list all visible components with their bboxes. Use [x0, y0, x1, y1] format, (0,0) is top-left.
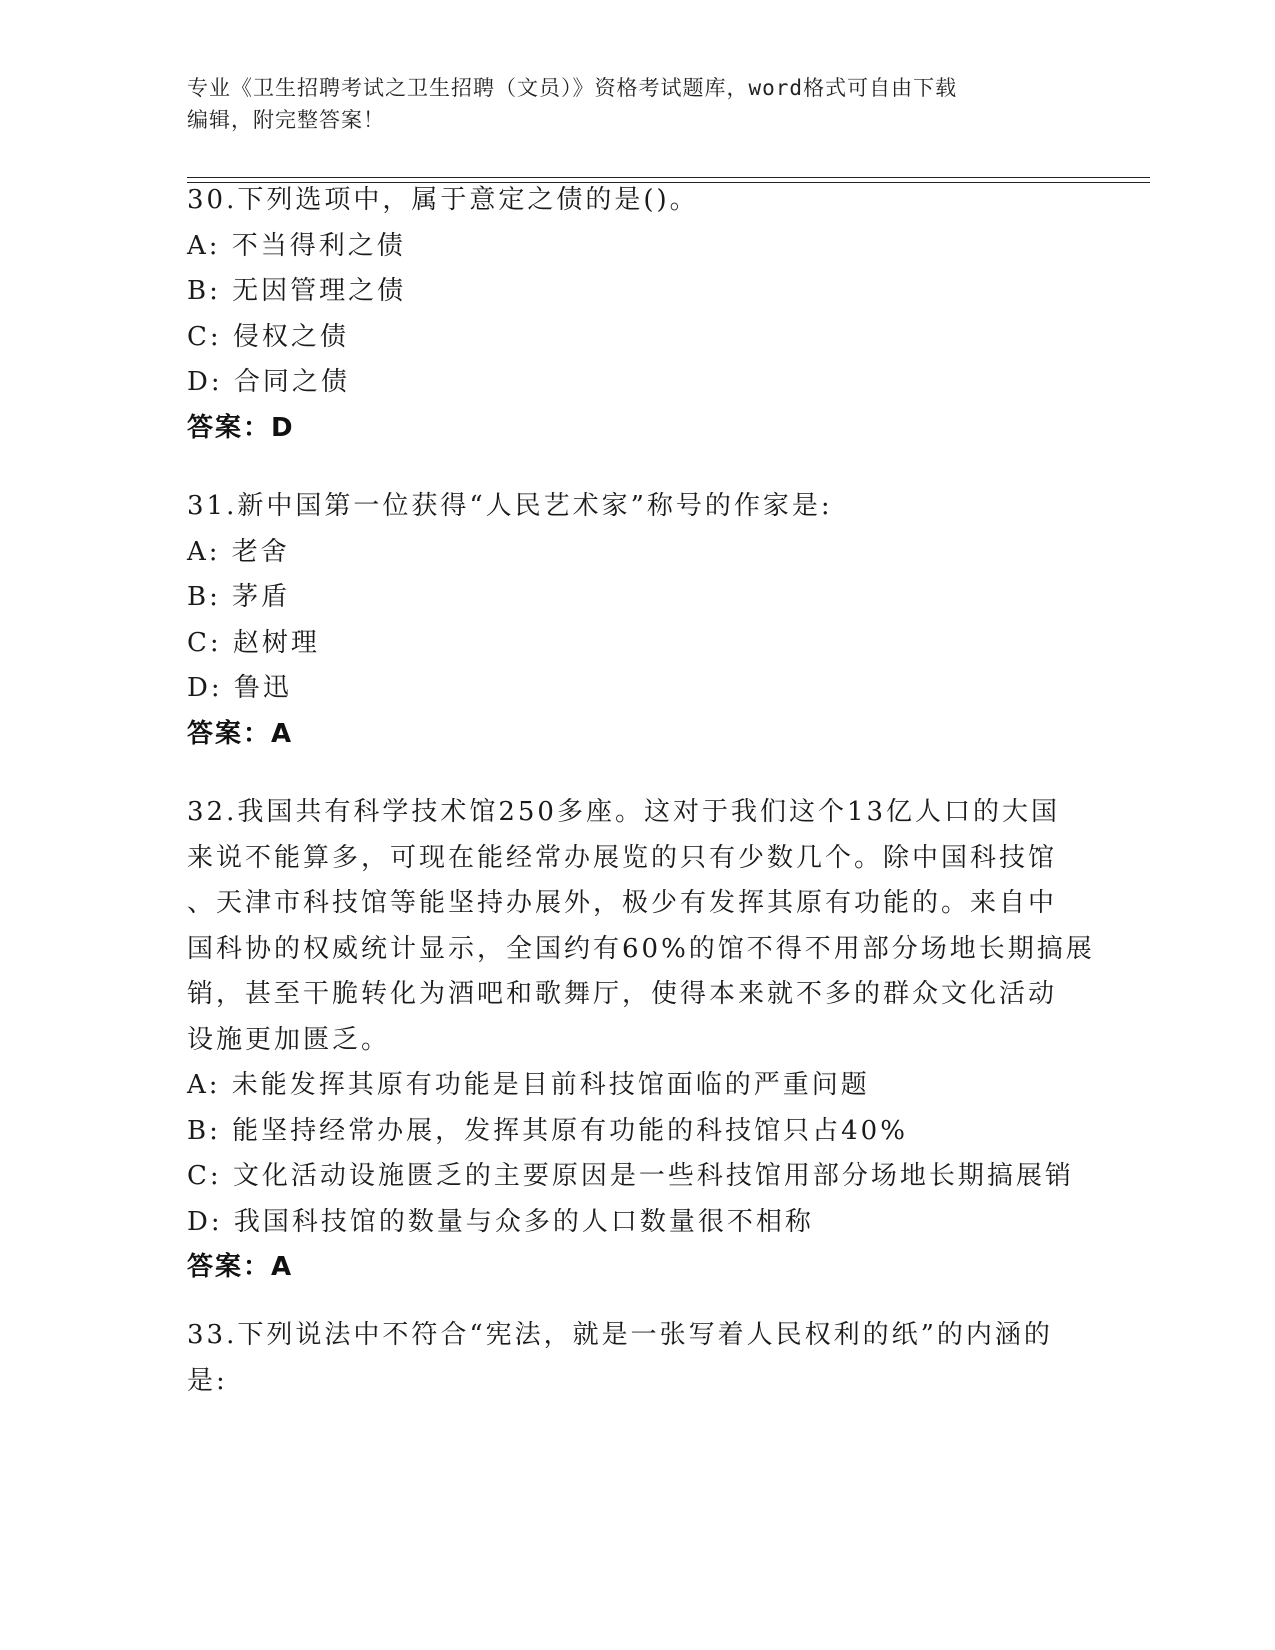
option-b: B: 能坚持经常办展，发挥其原有功能的科技馆只占40% — [187, 1115, 908, 1146]
option-d: D: 合同之债 — [187, 367, 350, 397]
question-stem-line: 国科协的权威统计显示，全国约有60%的馆不得不用部分场地长期搞展 — [187, 933, 1095, 964]
header-line-2: 编辑，附完整答案！ — [187, 108, 385, 132]
answer-label: 答案：A — [187, 1252, 294, 1282]
option-c: C: 文化活动设施匮乏的主要原因是一些科技馆用部分场地长期搞展销 — [187, 1161, 1074, 1191]
question-stem-line: 32.我国共有科学技术馆250多座。这对于我们这个13亿人口的大国 — [187, 797, 1061, 827]
question-stem: 31.新中国第一位获得“人民艺术家”称号的作家是: — [187, 491, 833, 521]
option-c: C: 赵树理 — [187, 627, 320, 658]
answer-label: 答案：A — [187, 718, 294, 749]
question-stem-line: 、天津市科技馆等能坚持办展外，极少有发挥其原有功能的。来自中 — [187, 888, 1058, 918]
option-a: A: 未能发挥其原有功能是目前科技馆面临的严重问题 — [187, 1070, 870, 1100]
header-line-1: 专业《卫生招聘考试之卫生招聘（文员）》资格考试题库，word格式可自由下载 — [187, 76, 958, 100]
question-32 — [187, 790, 1095, 1291]
question-stem-line: 是: — [187, 1365, 228, 1396]
question-stem: 30.下列选项中，属于意定之债的是()。 — [187, 185, 699, 215]
option-a: A: 不当得利之债 — [187, 230, 406, 261]
question-31 — [187, 484, 1087, 757]
question-stem-line: 来说不能算多，可现在能经常办展览的只有少数几个。除中国科技馆 — [187, 842, 1058, 873]
question-stem-line: 设施更加匮乏。 — [187, 1024, 391, 1055]
question-stem-line: 33.下列说法中不符合“宪法，就是一张写着人民权利的纸”的内涵的 — [187, 1320, 1053, 1350]
option-d: D: 鲁迅 — [187, 673, 292, 703]
option-b: B: 茅盾 — [187, 582, 291, 612]
option-a: A: 老舍 — [187, 536, 290, 567]
option-d: D: 我国科技馆的数量与众多的人口数量很不相称 — [187, 1206, 814, 1237]
document-header — [187, 72, 1087, 136]
question-30 — [187, 178, 1087, 451]
option-c: C: 侵权之债 — [187, 321, 349, 352]
question-33 — [187, 1313, 1087, 1404]
option-b: B: 无因管理之债 — [187, 276, 407, 306]
answer-label: 答案：D — [187, 412, 295, 443]
question-stem-line: 销，甚至干脆转化为酒吧和歌舞厅，使得本来就不多的群众文化活动 — [187, 979, 1058, 1009]
